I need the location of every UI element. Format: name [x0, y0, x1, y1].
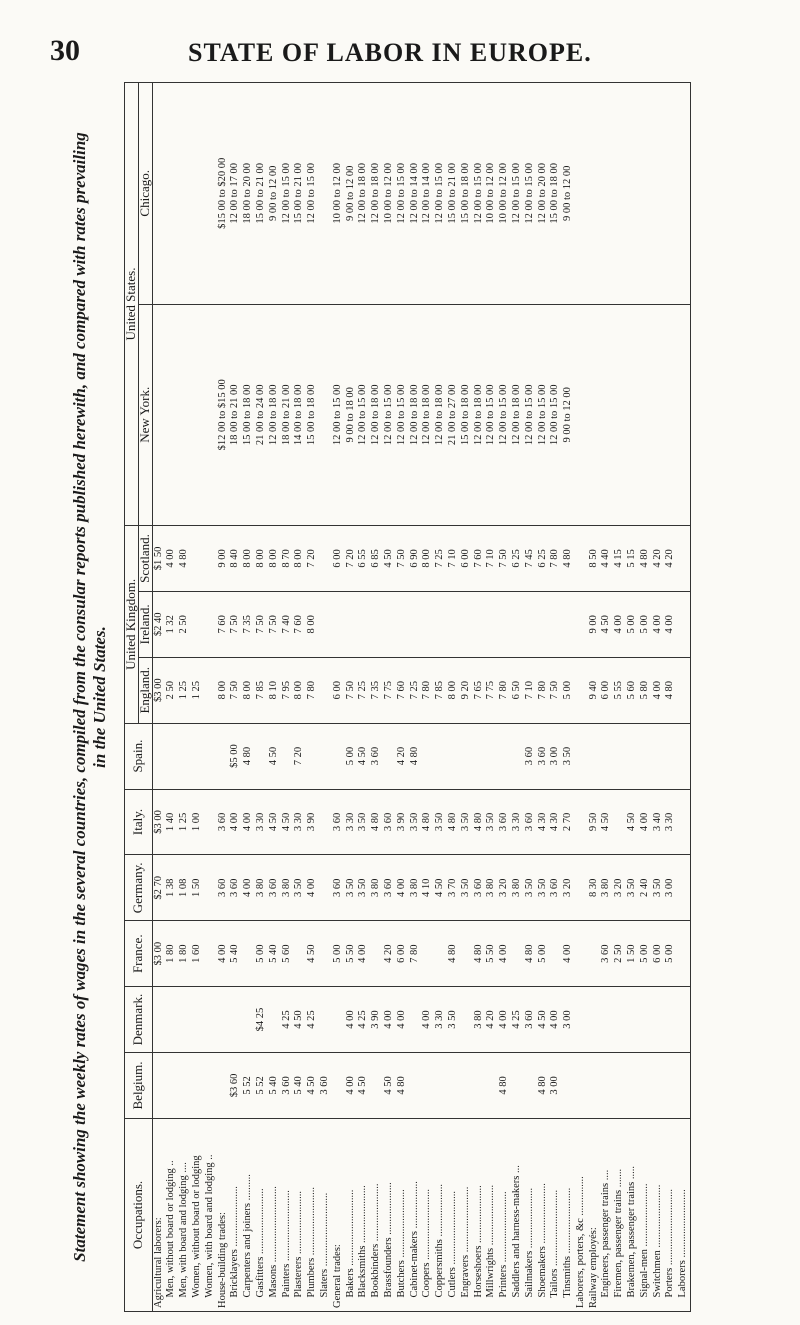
table-caption	[70, 82, 110, 1312]
header-chicago: Chicago.	[138, 83, 152, 305]
header-england: England.	[138, 657, 152, 723]
occupations-column: Agricultural laborers: Men, without board or lodging .. Men, with board and lodging .... Women, without board or lodging Women, with board and lodging .. House-building trades: Bricklayers ....................... Carpenters and joiners .......... Gasfitters ......................... Masons ............................. Painters ........................... Plasterers ........................ Plumbers .......................... Slaters ............................ General trades: Bakers ............................. Blacksmiths ...................... Bookbinders ...................... Brassfounders .................... Butchers .......................... Cabinet-makers .................. Coopers ........................... Coppersmiths .................... Cutlers ............................ Engravers ......................... Horseshoers ...................... Millwrights ....................... Printers ........................... Saddlers and harness-makers ... Sailmakers ....................... Shoemakers ....................... Tailors ............................. Tinsmiths ......................... Laborers, porters, &c ............... Railway employés: Engineers, passenger trains .... Firemen, passenger trains ....... Brakemen, passenger trains ..... Signal-men ........................ Switchmen ........................ Porters ............................. Laborers ..........................	[152, 1118, 690, 1311]
header-new-york: New York.	[138, 304, 152, 525]
header-spain: Spain.	[125, 723, 153, 789]
header-united-states: United States.	[125, 83, 139, 526]
denmark-column: $4 25 4 25 4 50 4 25 4 00 4 25 3 90 4 00 4 00 4 00 3 30 3 50 3 80 4 20 4 00 4 25 3 60 4 50 4 00 3 00	[152, 987, 690, 1053]
new-york-column: $12 00 to $15 00 18 00 to 21 00 15 00 to 18 00 21 00 to 24 00 12 00 to 18 00 18 00 to 21 00 14 00 to 18 00 15 00 to 18 00 12 00 to 15 00 9 00 to 18 00 12 00 to 15 00 12 00 to 18 00 12 00 to 15 00 12 00 to 15 00 12 00 to 18 00 12 00 to 18 00 12 00 to 18 00 21 00 to 27 00 15 00 to 18 00 12 00 to 18 00 12 00 to 15 00 12 00 to 15 00 12 00 to 18 00 12 00 to 15 00 12 00 to 15 00 12 00 to 15 00 9 00 to 12 00	[152, 304, 690, 525]
england-column: $3 00 2 50 1 25 1 25 8 00 7 50 8 00 7 85 8 10 7 95 8 00 7 80 6 00 7 50 7 25 7 35 7 75 7 60 7 25 7 80 7 85 8 00 9 20 7 65 7 75 7 80 6 50 7 10 7 80 7 50 5 00 9 40 6 00 5 55 5 60 5 80 4 00 4 80	[152, 657, 690, 723]
chicago-column: $15 00 to $20 00 12 00 to 17 00 18 00 to 20 00 15 00 to 21 00 9 00 to 12 00 12 00 to 15 00 15 00 to 21 00 12 00 to 15 00 10 00 to 12 00 9 00 to 12 00 12 00 to 18 00 12 00 to 18 00 10 00 to 12 00 12 00 to 15 00 12 00 to 14 00 12 00 to 14 00 12 00 to 15 00 15 00 to 21 00 15 00 to 18 00 12 00 to 15 00 10 00 to 12 00 10 00 to 12 00 12 00 to 15 00 12 00 to 15 00 12 00 to 20 00 15 00 to 18 00 9 00 to 12 00	[152, 83, 690, 305]
rotated-table-block	[70, 82, 770, 1312]
scotland-column: $1 50 4 00 4 80 9 00 8 40 8 00 8 00 8 00 8 70 8 00 7 20 6 00 7 20 6 55 6 85 4 50 7 50 6 90 8 00 7 25 7 10 6 00 7 60 7 10 7 50 6 25 7 45 6 25 7 80 4 80 8 50 4 40 4 15 5 15 4 80 4 20 4 20	[152, 526, 690, 592]
spain-column: $5 00 4 80 4 50 7 20 5 00 4 50 3 60 4 20 4 80 3 60 3 60 3 00 3 50	[152, 723, 690, 789]
france-column: $3 00 1 80 1 80 1 60 4 00 5 40 5 00 5 40 5 60 4 50 5 00 5 50 4 00 4 20 6 00 7 80 4 80 4 80 5 50 4 00 4 80 5 00 4 00 3 60 2 50 1 50 5 00 6 00 5 00	[152, 921, 690, 987]
caption-line-2: in the United States.	[90, 626, 109, 768]
header-germany: Germany.	[125, 855, 153, 921]
germany-column: $2 70 1 38 1 08 1 50 3 60 3 60 4 00 3 80 3 60 3 80 3 50 4 00 3 60 3 50 3 50 3 80 3 60 4 00 3 80 4 10 4 50 3 70 3 50 3 60 3 80 3 20 3 80 3 50 3 50 3 60 3 20 8 30 3 80 3 20 3 50 2 40 3 50 3 00	[152, 855, 690, 921]
header-ireland: Ireland.	[138, 591, 152, 657]
wages-table	[124, 82, 691, 1312]
header-united-kingdom: United Kingdom.	[125, 526, 139, 724]
belgium-column: $3 60 5 52 5 52 5 40 3 60 5 40 4 50 3 60 4 00 4 50 4 50 4 80 4 80 4 80 3 00	[152, 1053, 690, 1119]
header-belgium: Belgium.	[125, 1053, 153, 1119]
header-scotland: Scotland.	[138, 526, 152, 592]
header-occupations: Occupations.	[125, 1118, 153, 1311]
caption-line-1: Statement showing the weekly rates of wages in the several countries, compiled from the consular reports published herewith, and compared with rates prevailing	[70, 132, 89, 1262]
table-body-row	[152, 83, 690, 1312]
page-header	[50, 34, 770, 74]
ireland-column: $2 40 1 32 2 50 7 60 7 50 7 35 7 50 7 50 7 40 7 60 8 00 9 00 4 50 4 00 5 00 5 00 4 00 4 00	[152, 591, 690, 657]
page-running-title: STATE OF LABOR IN EUROPE.	[188, 38, 592, 67]
page-number: 30	[50, 34, 80, 67]
header-denmark: Denmark.	[125, 987, 153, 1053]
header-france: France.	[125, 921, 153, 987]
italy-column: $3 00 1 40 1 25 1 00 3 60 4 00 4 00 3 30 4 50 4 50 3 30 3 90 3 60 3 30 3 50 4 80 3 60 3 90 3 50 4 80 3 50 4 80 3 50 4 80 3 50 3 60 3 30 3 60 4 30 4 30 2 70 9 50 4 50 4 50 4 00 3 40 3 30	[152, 789, 690, 855]
header-italy: Italy.	[125, 789, 153, 855]
